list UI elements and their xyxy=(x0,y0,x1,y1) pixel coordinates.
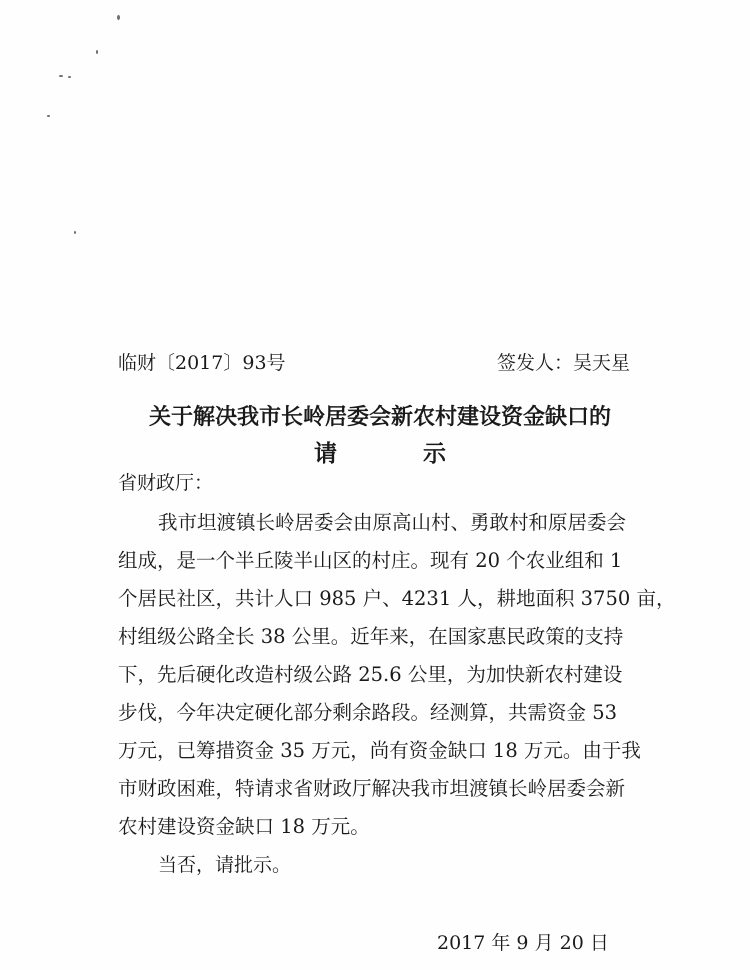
document-date: 2017 年 9 月 20 日 xyxy=(437,932,609,954)
scan-speck xyxy=(47,115,50,117)
scan-speck xyxy=(117,15,120,20)
document-title-type: 请示 xyxy=(314,440,532,467)
body-line: 组成，是一个半丘陵半山区的村庄。现有 20 个农业组和 1 xyxy=(118,549,623,572)
body-line: 村组级公路全长 38 公里。近年来，在国家惠民政策的支持 xyxy=(118,625,624,648)
document-number: 临财〔2017〕93号 xyxy=(118,352,286,374)
closing-remark: 当否，请批示。 xyxy=(158,854,292,876)
body-line: 步伐，今年决定硬化部分剩余路段。经测算，共需资金 53 xyxy=(118,701,618,724)
document-header xyxy=(118,348,630,378)
body-line: 我市坦渡镇长岭居委会由原高山村、勇敢村和原居委会 xyxy=(158,511,627,534)
scan-speck xyxy=(68,76,71,78)
scan-speck xyxy=(59,75,63,77)
addressee: 省财政厅： xyxy=(118,472,214,494)
body-line: 个居民社区，共计人口 985 户、4231 人，耕地面积 3750 亩， xyxy=(118,587,676,610)
document-title: 关于解决我市长岭居委会新农村建设资金缺口的 xyxy=(148,404,611,430)
body-line: 下，先后硬化改造村级公路 25.6 公里，为加快新农村建设 xyxy=(118,663,623,686)
body-line: 万元，已筹措资金 35 万元，尚有资金缺口 18 万元。由于我 xyxy=(118,739,641,762)
scan-speck xyxy=(74,231,76,234)
body-line: 农村建设资金缺口 18 万元。 xyxy=(118,815,370,838)
scan-speck xyxy=(96,50,98,54)
body-line: 市财政困难，特请求省财政厅解决我市坦渡镇长岭居委会新 xyxy=(118,777,626,800)
issuer-signature: 签发人：吴天星 xyxy=(496,352,630,374)
